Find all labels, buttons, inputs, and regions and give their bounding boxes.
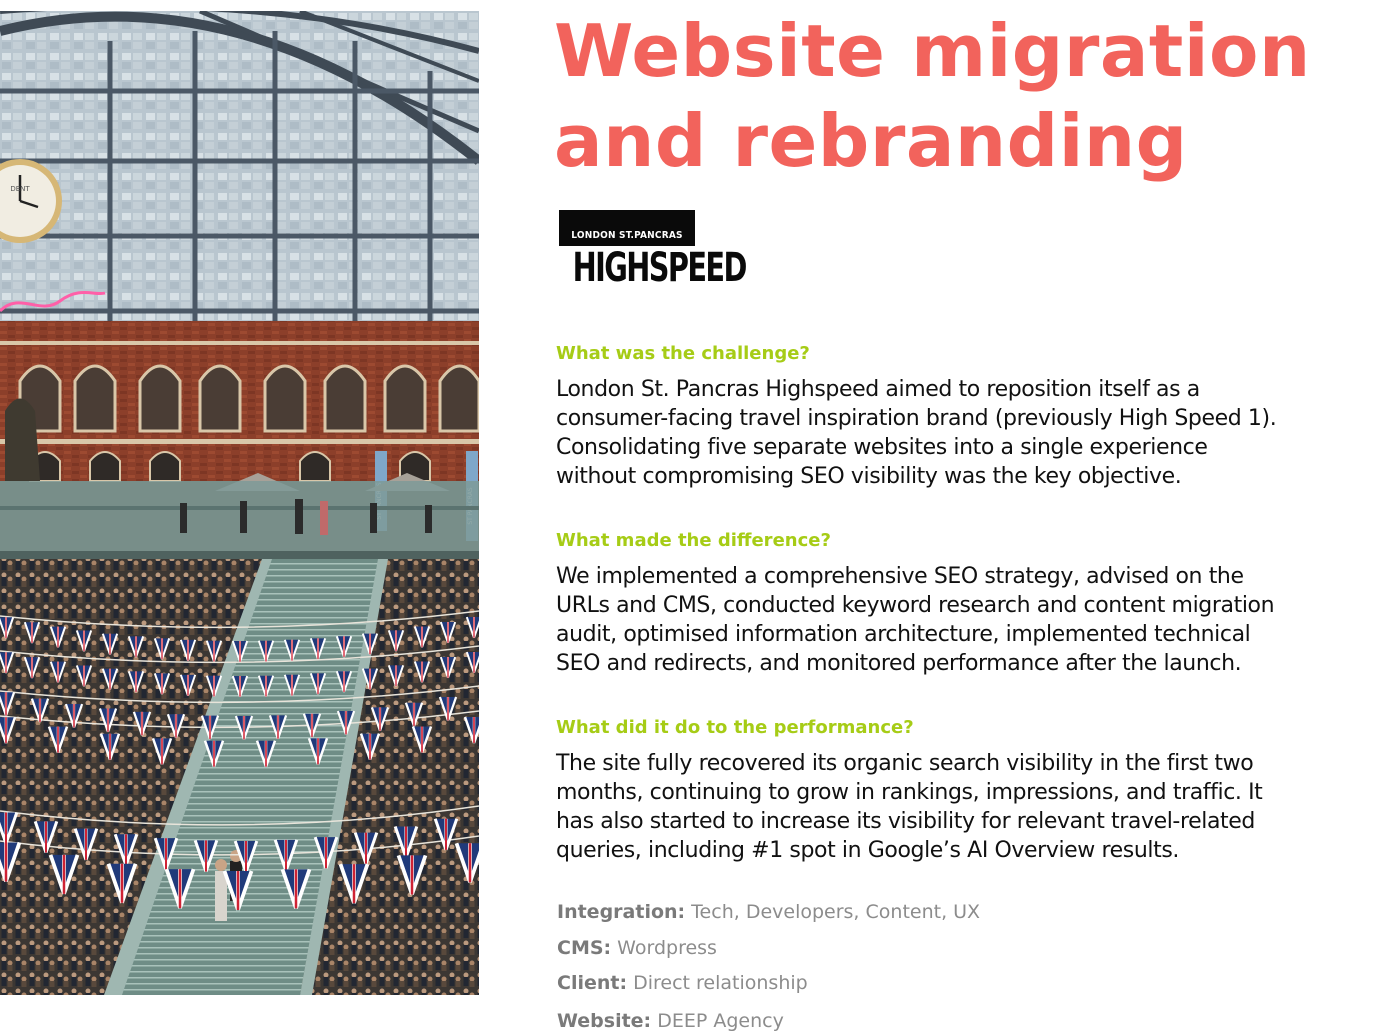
meta-website (557, 1009, 784, 1033)
logo-big-text: HIGHSPEED (572, 245, 746, 291)
body-line: consumer-facing travel inspiration brand (previously High Speed 1). (556, 406, 1277, 431)
section-body (556, 562, 1376, 678)
station-photo (0, 11, 479, 995)
logo-small-text: LONDON ST.PANCRAS (571, 230, 683, 241)
meta-label: Website: (557, 1010, 652, 1032)
section-heading: What made the difference? (556, 530, 831, 551)
meta-value: Wordpress (611, 937, 717, 959)
section-heading: What did it do to the performance? (556, 717, 914, 738)
body-line: audit, optimised information architecture, implemented technical (556, 622, 1251, 647)
body-line: URLs and CMS, conducted keyword research and content migration (556, 593, 1275, 618)
meta-integration (557, 900, 980, 924)
page-title (554, 6, 1374, 186)
section-difference (556, 530, 1376, 678)
meta-value: DEEP Agency (651, 1010, 784, 1032)
meta-label: Client: (557, 972, 628, 994)
body-line: has also started to increase its visibility for relevant travel-related (556, 809, 1255, 834)
section-body (556, 375, 1376, 491)
meta-cms (557, 936, 717, 960)
body-line: without compromising SEO visibility was the key objective. (556, 464, 1182, 489)
meta-client (557, 971, 808, 995)
section-challenge (556, 343, 1376, 491)
body-line: months, continuing to grow in rankings, impressions, and traffic. It (556, 780, 1263, 805)
title-line-1: Website migration (554, 9, 1311, 93)
body-line: Consolidating five separate websites into a single experience (556, 435, 1208, 460)
section-heading: What was the challenge? (556, 343, 810, 364)
meta-label: CMS: (557, 937, 612, 959)
body-line: London St. Pancras Highspeed aimed to reposition itself as a (556, 377, 1200, 402)
section-performance (556, 717, 1376, 865)
meta-label: Integration: (557, 901, 686, 923)
clock-text: DENT (10, 185, 30, 193)
highspeed-logo (559, 210, 746, 292)
meta-value: Direct relationship (627, 972, 808, 994)
section-body (556, 749, 1376, 865)
body-line: We implemented a comprehensive SEO strategy, advised on the (556, 564, 1244, 589)
title-line-2: and rebranding (554, 99, 1188, 183)
meta-value: Tech, Developers, Content, UX (685, 901, 981, 923)
body-line: queries, including #1 spot in Google’s AI Overview results. (556, 838, 1179, 863)
body-line: The site fully recovered its organic search visibility in the first two (556, 751, 1254, 776)
body-line: SEO and redirects, and monitored performance after the launch. (556, 651, 1242, 676)
